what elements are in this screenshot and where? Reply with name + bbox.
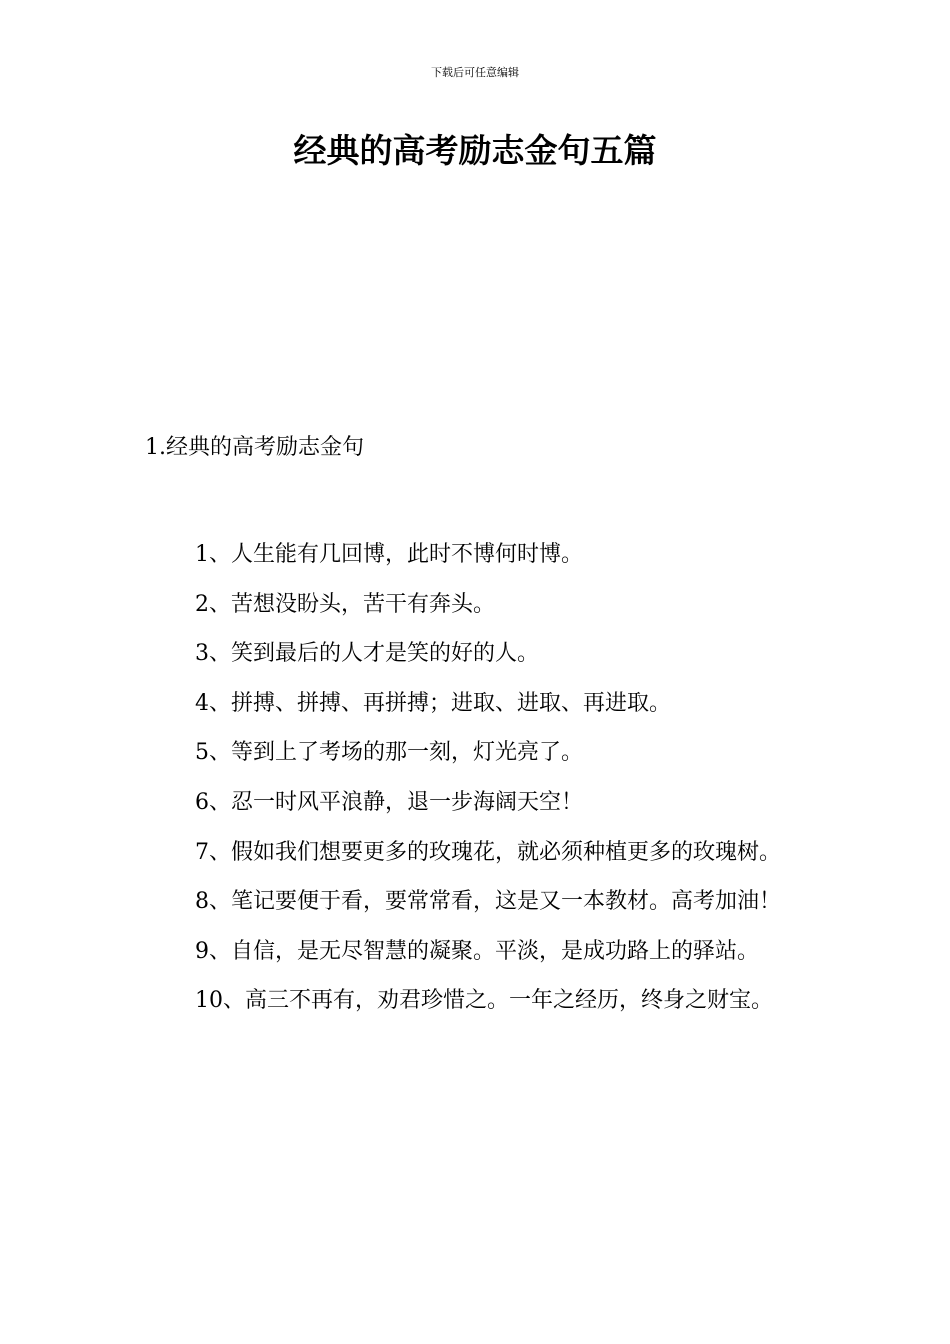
quote-item-9: 9、自信，是无尽智慧的凝聚。平淡，是成功路上的驿站。 bbox=[195, 938, 759, 964]
quote-item-8: 8、笔记要便于看，要常常看，这是又一本教材。高考加油！ bbox=[195, 889, 781, 915]
quote-item-3: 3、笑到最后的人才是笑的好的人。 bbox=[195, 641, 539, 667]
header-note: 下载后可任意编辑 bbox=[431, 66, 519, 79]
quote-item-6: 6、忍一时风平浪静，退一步海阔天空！ bbox=[195, 789, 583, 815]
quote-list bbox=[145, 530, 807, 1026]
quote-item-7: 7、假如我们想要更多的玫瑰花，就必须种植更多的玫瑰树。 bbox=[195, 839, 781, 865]
section-heading: 1.经典的高考励志金句 bbox=[145, 435, 364, 460]
document-title: 经典的高考励志金句五篇 bbox=[293, 131, 657, 170]
quote-item-4: 4、拼搏、拼搏、再拼搏；进取、进取、再进取。 bbox=[195, 690, 671, 716]
quote-item-2: 2、苦想没盼头，苦干有奔头。 bbox=[195, 591, 495, 617]
quote-item-5: 5、等到上了考场的那一刻，灯光亮了。 bbox=[195, 740, 583, 766]
quote-item-1: 1、人生能有几回博，此时不博何时博。 bbox=[195, 542, 583, 567]
quote-item-10: 10、高三不再有，劝君珍惜之。一年之经历，终身之财宝。 bbox=[195, 988, 773, 1014]
